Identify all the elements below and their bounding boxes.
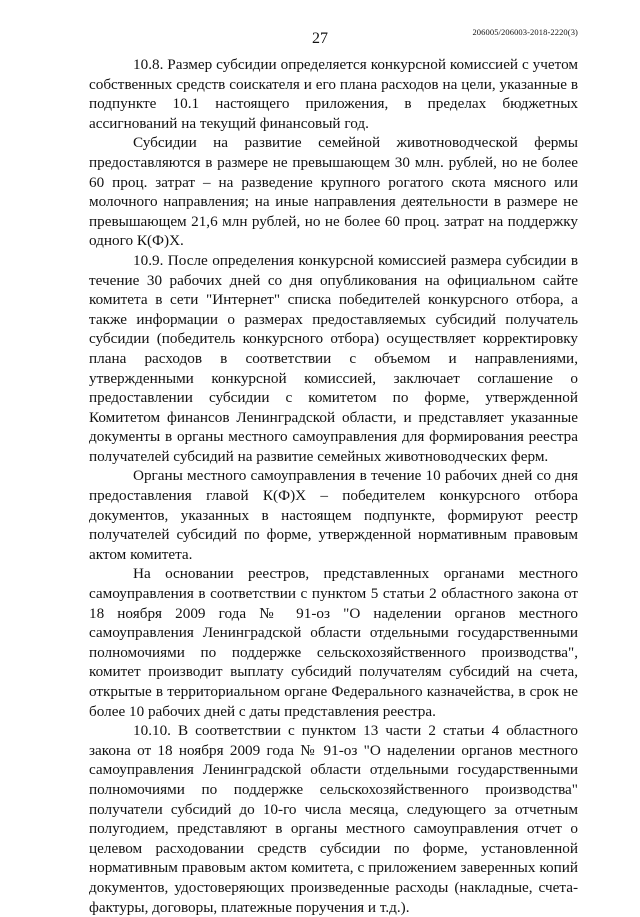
paragraph-10-10: 10.10. В соответствии с пунктом 13 части 2 статьи 4 областного закона от 18 ноября 2009 года № 91-оз "О наделении органов местного самоуправления Ленинградской области отдельными государственными полномочиями по поддержке сельскохозяйственного производства" получатели субсидий до 10-го числа месяца, следующего за отчетным полугодием, представляют в органы местного самоуправления отчет о целевом расходовании средств субсидии по форме, установленной нормативным правовым актом комитета, с приложением заверенных копий документов, удостоверяющих произведенные расходы (накладные, счета-фактуры, договоры, платежные поручения и т.д.).: [89, 722, 578, 916]
paragraph-local-authorities: Органы местного самоуправления в течение 10 рабочих дней со дня предоставления главой К(Ф)Х – победителем конкурсного отбора документов, указанных в настоящем подпункте, формируют реестр получателей субсидий по форме, утвержденной нормативным правовым актом комитета.: [89, 467, 578, 563]
paragraph-subsidy-amount: Субсидии на развитие семейной животноводческой фермы предоставляются в размере не превышающем 30 млн. рублей, но не более 60 проц. затрат – на разведение крупного рогатого скота мясного или молочного направления; на иные направления деятельности в размере не превышающем 21,6 млн рублей, но не более 60 проц. затрат на поддержку одного К(Ф)Х.: [89, 134, 578, 250]
paragraph-10-9: 10.9. После определения конкурсной комиссией размера субсидии в течение 30 рабочих дней со дня опубликования на официальном сайте комитета в сети "Интернет" списка победителей конкурсного отбора, а также информации о размерах предоставляемых субсидий получатель субсидии (победитель конкурсного отбора) осуществляет корректировку плана расходов в соответствии с объемом и направлениями, утвержденными конкурсной комиссией, заключает соглашение о предоставлении субсидии с комитетом по форме, утвержденной Комитетом финансов Ленинградской области, и представляет указанные документы в органы местного самоуправления для формирования реестра получателей субсидий на развитие семейных животноводческих ферм.: [89, 251, 578, 465]
page-number: 27: [312, 30, 328, 47]
document-body: [89, 55, 578, 917]
document-code: 206005/206003-2018-2220(3): [472, 27, 578, 37]
paragraph-10-8: 10.8. Размер субсидии определяется конкурсной комиссией с учетом собственных средств соискателя и его плана расходов на цели, указанные в подпункте 10.1 настоящего приложения, в пределах бюджетных ассигнований на текущий финансовый год.: [89, 56, 578, 132]
paragraph-registry-payment: На основании реестров, представленных органами местного самоуправления в соответствии с пунктом 5 статьи 2 областного закона от 18 ноября 2009 года № 91-оз "О наделении органов местного самоуправления Ленинградской области отдельными государственными полномочиями по поддержке сельскохозяйственного производства", комитет производит выплату субсидий получателям субсидий на счета, открытые в территориальном органе Федерального казначейства, в срок не более 10 рабочих дней с даты представления реестра.: [89, 565, 578, 720]
